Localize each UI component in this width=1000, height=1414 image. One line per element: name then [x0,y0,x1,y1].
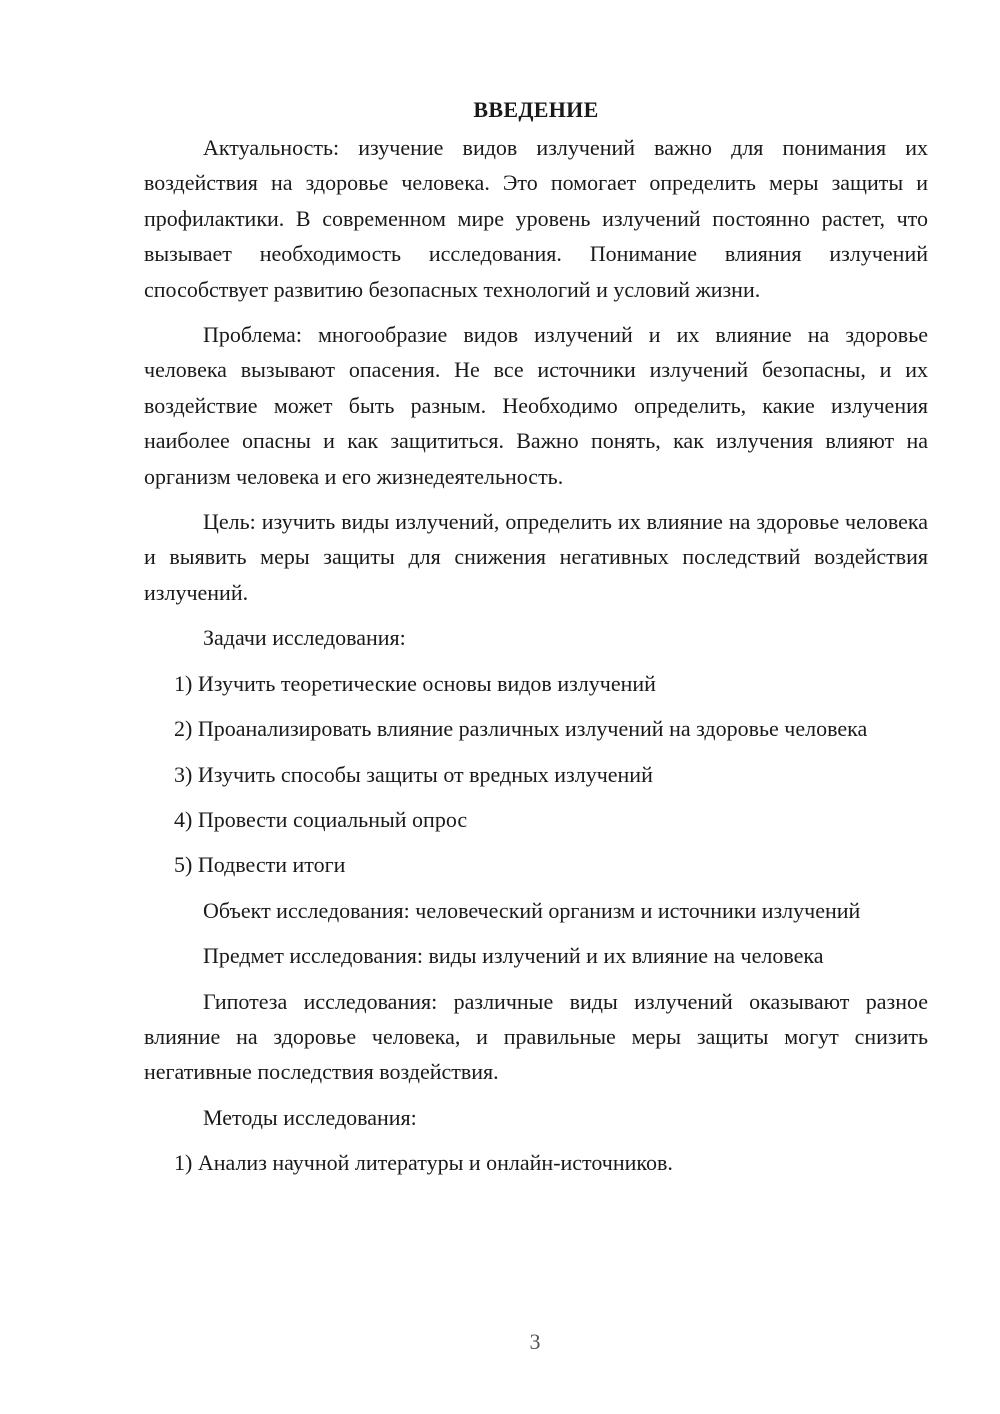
task-item: 3) Изучить способы защиты от вредных излучений [174,761,653,787]
paragraph-problem: Проблема: многообразие видов излучений и их влияние на здоровье человека вызывают опасения. Не все источники излучений безопасны, и их воздействие может быть разным. Необходимо определить, какие излучения наиболее опасны и как защититься. Важно понять, как излучения влияют на организм человека и его жизнедеятельность. [144,322,928,489]
page-number: 3 [529,1329,541,1354]
paragraph-goal: Цель: изучить виды излучений, определить их влияние на здоровье человека и выявить меры защиты для снижения негативных последствий воздействия излучений. [144,509,928,605]
section-title: ВВЕДЕНИЕ [473,97,599,122]
task-item: 1) Изучить теоретические основы видов излучений [174,670,656,696]
method-item: 1) Анализ научной литературы и онлайн-источников. [174,1150,673,1176]
paragraph-relevance: Актуальность: изучение видов излучений важно для понимания их воздействия на здоровье человека. Это помогает определить меры защиты и профилактики. В современном мире уровень излучений постоянно растет, что вызывает необходимость исследования. Понимание влияния излучений способствует развитию безопасных технологий и условий жизни. [144,135,928,302]
paragraph-subject: Предмет исследования: виды излучений и их влияние на человека [203,943,824,969]
tasks-heading: Задачи исследования: [203,625,406,651]
paragraph-hypothesis: Гипотеза исследования: различные виды излучений оказывают разное влияние на здоровье человека, и правильные меры защиты могут снизить негативные последствия воздействия. [144,988,928,1085]
paragraph-object: Объект исследования: человеческий организм и источники излучений [203,897,861,923]
task-item: 2) Проанализировать влияние различных излучений на здоровье человека [174,716,868,742]
document-page [144,92,928,1191]
task-item: 4) Провести социальный опрос [174,806,468,832]
methods-heading: Методы исследования: [203,1104,417,1130]
task-item: 5) Подвести итоги [174,852,346,878]
